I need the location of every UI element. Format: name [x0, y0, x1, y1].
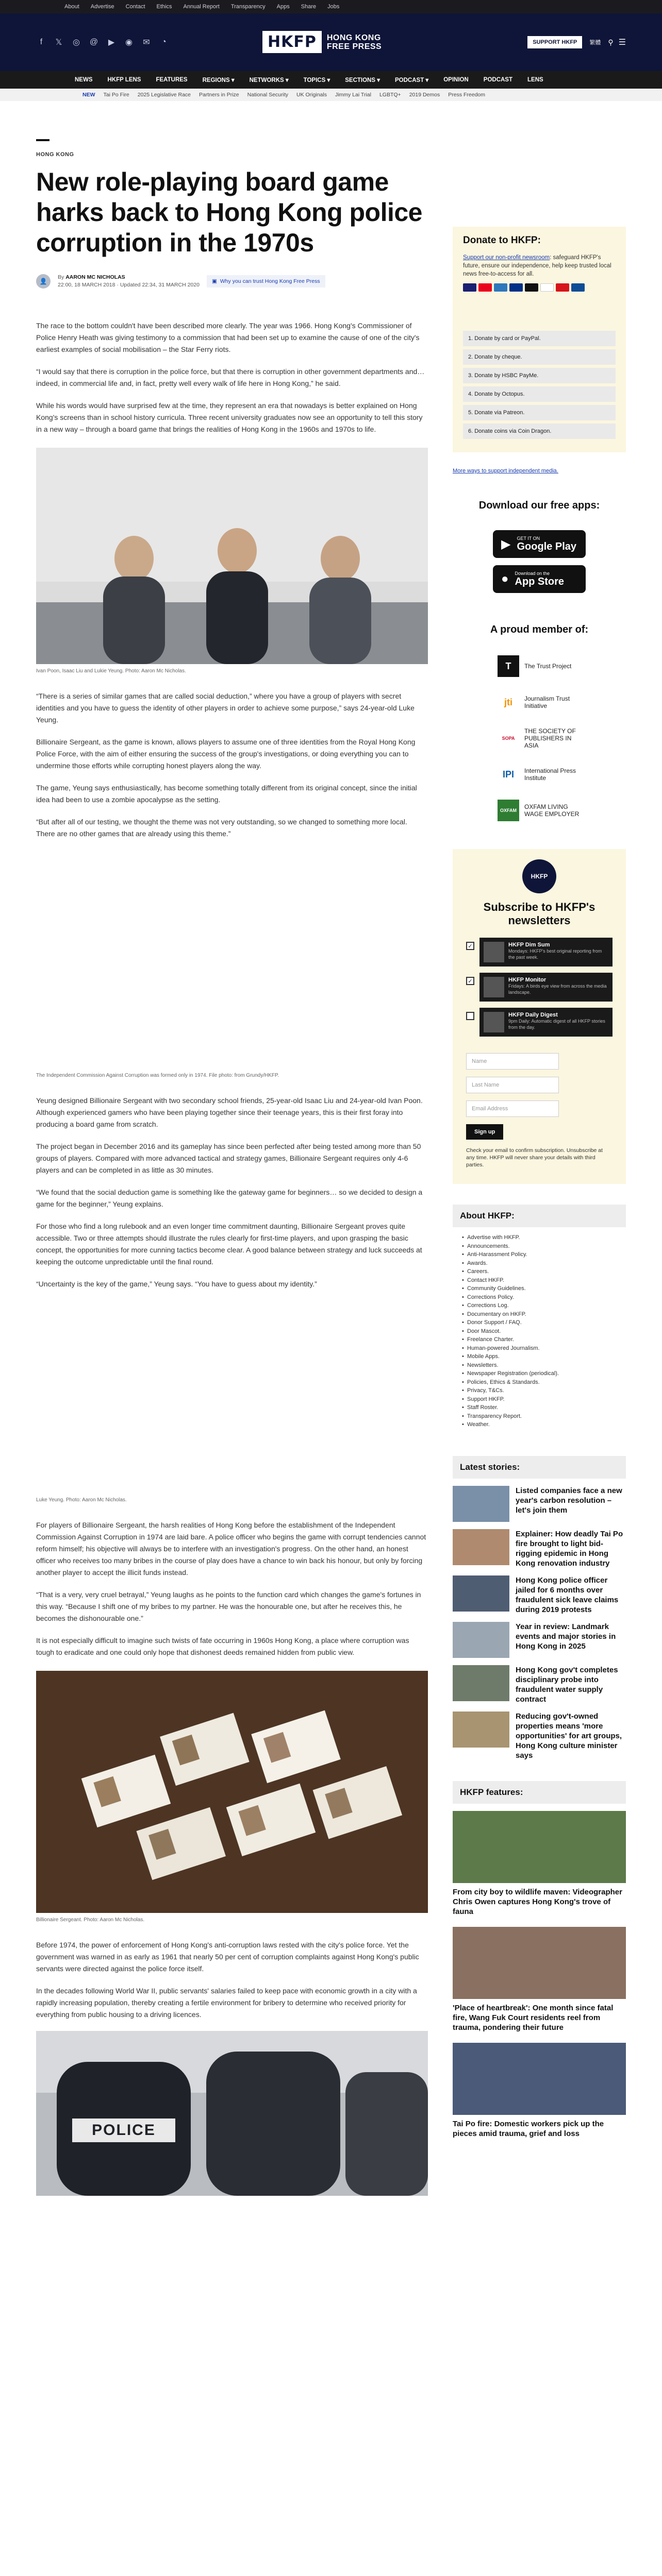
- body-paragraph: “Uncertainty is the key of the game,” Yeung says. “You have to guess about my identity.”: [36, 1280, 317, 1288]
- newsletter-thumb: [484, 1012, 504, 1032]
- member-name: OXFAM LIVING WAGE EMPLOYER: [524, 803, 580, 818]
- logo-name: [327, 33, 382, 51]
- about-link[interactable]: Privacy, T&Cs. •: [462, 1386, 617, 1395]
- section-label[interactable]: HONG KONG: [36, 151, 74, 158]
- youtube-icon[interactable]: ▶: [108, 38, 115, 47]
- features-gap: [453, 1804, 626, 1811]
- unionpay-icon: [556, 283, 569, 292]
- latest-story-title[interactable]: Year in review: Landmark events and major stories in Hong Kong in 2025: [516, 1622, 616, 1651]
- newsletter-checkbox[interactable]: ✓: [466, 977, 474, 985]
- nav-item[interactable]: NETWORKS ▾: [249, 77, 289, 83]
- x-icon[interactable]: 𝕏: [55, 38, 62, 47]
- about-link[interactable]: Newspaper Registration (periodical). •: [462, 1369, 617, 1378]
- rss-icon[interactable]: ◔: [161, 38, 167, 46]
- about-link[interactable]: Door Mascot. •: [462, 1327, 617, 1336]
- member-logo: jti: [498, 691, 519, 713]
- body-block-2: [36, 690, 428, 840]
- newsletter-title: HKFP Dim Sum: [508, 942, 550, 948]
- latest-spacer: [453, 1435, 626, 1456]
- form-gap: [466, 1043, 613, 1053]
- utility-links: [64, 0, 339, 13]
- donate-intro-link[interactable]: Support our non-profit newsroom: [463, 255, 550, 261]
- more-ways-link[interactable]: More ways to support independent media.: [453, 468, 558, 474]
- nav-item[interactable]: SECTIONS ▾: [345, 77, 380, 83]
- bullet-icon: •: [462, 1362, 464, 1368]
- newsletter-options: [466, 938, 613, 1037]
- about-link[interactable]: Human-powered Journalism. •: [462, 1344, 617, 1353]
- photo-caption-1: Ivan Poon, Isaac Liu and Lukie Yeung. Photo: Aaron Mc Nicholas.: [36, 668, 186, 674]
- newsletter-thumb: [484, 942, 504, 962]
- app-store-small: Download on the: [515, 570, 550, 576]
- main-nav: [0, 71, 662, 89]
- about-link[interactable]: Community Guidelines. •: [462, 1284, 617, 1293]
- body-paragraph: The project began in December 2016 and its gameplay has since been perfected after being tested among more than 50 groups of players. Compared with more advanced tactical and strategy games, Billionaire Sergeant requires only 4-6 players and can be completed in as little as 30 minutes.: [36, 1142, 421, 1174]
- body-paragraph: Billionaire Sergeant, as the game is known, allows players to assume one of three identities from the Royal Hong Kong Police Force, with the aim of either ensuring the success of the group's investigations, or doing everything you can to undermine those efforts while corrupting honest players along the way.: [36, 738, 416, 770]
- donate-option[interactable]: 3. Donate by HSBC PayMe.: [463, 368, 616, 383]
- signup-button[interactable]: Sign up: [466, 1124, 503, 1140]
- newsletter-card: [479, 973, 613, 1002]
- about-link[interactable]: Corrections Log. •: [462, 1301, 617, 1310]
- visa-icon: [463, 283, 476, 292]
- newsletter-panel: [453, 849, 626, 1184]
- utility-link-jobs[interactable]: Jobs: [327, 4, 340, 10]
- bullet-icon: •: [462, 1328, 464, 1334]
- latest-story-thumb: [453, 1665, 509, 1701]
- bullet-icon: •: [462, 1302, 464, 1309]
- amex-icon: [494, 283, 507, 292]
- app-store-big: App Store: [515, 575, 565, 587]
- latest-story-thumb: [453, 1622, 509, 1658]
- bullet-icon: •: [462, 1234, 464, 1241]
- nav-item[interactable]: REGIONS ▾: [202, 77, 235, 83]
- member-logo: SOPA: [498, 727, 519, 749]
- utility-link-advertise[interactable]: Advertise: [90, 4, 114, 10]
- paypal-icon: [509, 283, 523, 292]
- newsletter-card: [479, 938, 613, 967]
- body-paragraph: The game, Yeung says enthusiastically, has become something totally different from its original concept, since the initial idea had been to use a zombie apocalypse as the setting.: [36, 784, 417, 804]
- newsletter-title: HKFP Monitor: [508, 977, 547, 983]
- latest-story-thumb: [453, 1711, 509, 1748]
- trending-item[interactable]: Partners in Prize: [199, 92, 239, 98]
- member-name: International Press Institute: [524, 767, 576, 782]
- bullet-icon: •: [462, 1379, 464, 1385]
- bullet-icon: •: [462, 1353, 464, 1360]
- donate-intro: [463, 253, 616, 278]
- about-link[interactable]: Support HKFP. •: [462, 1395, 617, 1404]
- bullet-icon: •: [462, 1260, 464, 1266]
- apps-gap: [453, 512, 626, 530]
- bullet-icon: •: [462, 1251, 464, 1258]
- member-title: A proud member of:: [490, 624, 589, 635]
- about-link[interactable]: Policies, Ethics & Standards. •: [462, 1378, 617, 1387]
- about-link[interactable]: Announcements. •: [462, 1242, 617, 1251]
- sidebar: [453, 227, 626, 2149]
- publish-date: 22:00, 18 MARCH 2018: [58, 282, 115, 288]
- trending-item[interactable]: UK Originals: [296, 92, 327, 98]
- latest-story[interactable]: [453, 1665, 626, 1704]
- about-link[interactable]: Corrections Policy. •: [462, 1293, 617, 1302]
- donate-option[interactable]: 5. Donate via Patreon.: [463, 405, 616, 420]
- about-link[interactable]: Transparency Report. •: [462, 1412, 617, 1421]
- photo-caption-3: Luke Yeung. Photo: Aaron Mc Nicholas.: [36, 1497, 127, 1503]
- about-title: About HKFP:: [453, 1205, 626, 1227]
- utility-link-contact[interactable]: Contact: [125, 4, 145, 10]
- nav-item[interactable]: PODCAST ▾: [395, 77, 429, 83]
- latest-story[interactable]: [453, 1711, 626, 1760]
- photo-police-image: [36, 2031, 428, 2196]
- last-name-input[interactable]: Last Name: [466, 1077, 559, 1093]
- photo-icac: [36, 852, 428, 1069]
- latest-story-title[interactable]: Hong Kong gov't completes disciplinary probe into fraudulent water supply contract: [516, 1665, 618, 1704]
- google-play-icon: ▶: [501, 537, 511, 551]
- photo-board-game-image: [36, 1671, 428, 1913]
- threads-icon[interactable]: @: [89, 38, 98, 46]
- feature-story-image: [453, 1927, 626, 1999]
- section-rule: [36, 139, 49, 141]
- bullet-icon: •: [462, 1370, 464, 1377]
- feature-story-image: [453, 2043, 626, 2115]
- body-block-5: [36, 1939, 428, 2021]
- photo-board-game: [36, 1671, 428, 1913]
- features-title: HKFP features:: [453, 1781, 626, 1804]
- jcb-icon: [571, 283, 585, 292]
- search-icon[interactable]: ⚲: [608, 38, 614, 46]
- member-name: Journalism Trust Initiative: [524, 695, 570, 709]
- latest-stories: [453, 1486, 626, 1760]
- utility-link-apps[interactable]: Apps: [276, 4, 290, 10]
- photo-icac-image: [36, 852, 428, 1069]
- nav-item[interactable]: OPINION: [443, 77, 469, 83]
- newsletter-text: [508, 977, 608, 997]
- feature-story-title[interactable]: From city boy to wildlife maven: Videographer Chris Owen captures Hong Kong's trove of fauna: [453, 1887, 622, 1916]
- newsletter-thumb: [484, 977, 504, 997]
- subscribe-badge: HKFP: [522, 859, 556, 893]
- nav-item[interactable]: TOPICS ▾: [303, 77, 330, 83]
- member-row[interactable]: [453, 720, 626, 756]
- subscribe-title: Subscribe to HKFP's newsletters: [483, 901, 595, 927]
- about-link[interactable]: Contact HKFP. •: [462, 1276, 617, 1285]
- body-paragraph: While his words would have surprised few at the time, they represent an era that nowadays is better explained on Hong Kong's screens than in school history curricula. Three recent university graduates now see an opportunity to tell this story in a new way – through a board game that brings the realities of Hong Kong in the 1960s and 1970s to life.: [36, 401, 423, 433]
- newsletter-option: [466, 973, 613, 1002]
- trending-item[interactable]: Tai Po Fire: [103, 92, 129, 98]
- donate-panel: [453, 227, 626, 452]
- donate-option[interactable]: 2. Donate by cheque.: [463, 349, 616, 365]
- google-play-big: Google Play: [517, 540, 577, 552]
- member-logos: [453, 648, 626, 828]
- language-switch[interactable]: 繁體: [589, 40, 601, 46]
- apple-icon: ●: [501, 572, 509, 586]
- utility-link-ethics[interactable]: Ethics: [156, 4, 172, 10]
- google-play-text: [517, 536, 576, 553]
- latest-story-title[interactable]: Reducing gov't-owned properties means 'more opportunities' for art groups, Hong Kong culture minister says: [516, 1711, 622, 1760]
- main-nav-items: [75, 71, 543, 89]
- member-logo: OXFAM: [498, 800, 519, 821]
- support-hkfp-button[interactable]: SUPPORT HKFP: [527, 36, 582, 48]
- bullet-icon: •: [462, 1311, 464, 1317]
- bullet-icon: •: [462, 1319, 464, 1326]
- feature-story[interactable]: [453, 2043, 626, 2139]
- donate-option[interactable]: 6. Donate coins via Coin Dragon.: [463, 423, 616, 439]
- body-block-1: [36, 320, 428, 435]
- latest-story[interactable]: [453, 1486, 626, 1522]
- about-link[interactable]: Careers. •: [462, 1267, 617, 1276]
- photo-caption-2: The Independent Commission Against Corruption was formed only in 1974. File photo: from Grundy/HKFP.: [36, 1073, 279, 1078]
- header-actions: [527, 36, 626, 48]
- member-name: The Trust Project: [524, 663, 572, 670]
- nav-item[interactable]: HKFP LENS: [107, 77, 141, 83]
- body-paragraph: “That is a very, very cruel betrayal,” Yeung laughs as he points to the function card which changes the game's fortunes in this way. “Because I shift one of my bribes to my partner. He was the honourable one, but after he receives this, he becomes the dishonourable one.”: [36, 1590, 421, 1622]
- feature-story-image: [453, 1811, 626, 1883]
- top-utility-bar: [0, 0, 662, 13]
- feature-story-title[interactable]: Tai Po fire: Domestic workers pick up the pieces amid trauma, grief and loss: [453, 2119, 604, 2138]
- author-prefix: By: [58, 274, 64, 280]
- logo-line-1: HONG KONG: [326, 33, 381, 42]
- body-paragraph: The race to the bottom couldn't have been described more clearly. The year was 1966. Hong Kong's Commissioner of Police Henry Heath was giving testimony to a commission that had been set up to examine the cause of one of the city's earliest examples of social mobilisation – the Star Ferry riots.: [36, 321, 420, 353]
- bullet-icon: •: [462, 1336, 464, 1343]
- photo-caption-4: Billionaire Sergeant. Photo: Aaron Mc Nicholas.: [36, 1917, 145, 1923]
- social-icons: [36, 37, 169, 47]
- author-avatar: 👤: [36, 274, 51, 289]
- about-link[interactable]: Freelance Charter. •: [462, 1335, 617, 1344]
- bullet-icon: •: [462, 1345, 464, 1351]
- about-link[interactable]: Awards. •: [462, 1259, 617, 1268]
- newsletter-text: [508, 942, 608, 962]
- member-name: THE SOCIETY OF PUBLISHERS IN ASIA: [524, 727, 576, 749]
- latest-gap: [453, 1479, 626, 1486]
- body-paragraph: For those who find a long rulebook and an even longer time commitment daunting, Billionaire Sergeant proves quite accessible. Two or three attempts should illustrate the rules clearly for first-time players, and upon grasping the basic concept, the opportunities for more cunning tactics become clear. A good balance between strategy and luck succeeds at keeping the outcome unpredictable until the final round.: [36, 1222, 422, 1266]
- body-paragraph: Yeung designed Billionaire Sergeant with two secondary school friends, 25-year-old Isaac Liu and 24-year-old Ivan Poon. Although experienced gamers who have been playing together since their teenage years, this is their first foray into producing a board game from scratch.: [36, 1096, 423, 1128]
- site-header: [0, 13, 662, 71]
- member-row[interactable]: [453, 648, 626, 684]
- about-link[interactable]: Documentary on HKFP. •: [462, 1310, 617, 1319]
- about-link[interactable]: Anti-Harassment Policy. •: [462, 1250, 617, 1259]
- facebook-icon[interactable]: f: [40, 38, 43, 46]
- email-input[interactable]: Email Address: [466, 1100, 559, 1117]
- member-spacer: [453, 593, 626, 624]
- bullet-icon: •: [462, 1421, 464, 1428]
- utility-link-about[interactable]: About: [64, 4, 79, 10]
- article: [36, 139, 428, 2196]
- latest-story-thumb: [453, 1486, 509, 1522]
- newsletter-desc: Mondays: HKFP's best original reporting from the past week.: [508, 948, 602, 960]
- trending-item[interactable]: Jimmy Lai Trial: [335, 92, 371, 98]
- googlepay-icon: [540, 283, 554, 292]
- bullet-icon: •: [462, 1285, 464, 1292]
- about-link[interactable]: Mobile Apps. •: [462, 1352, 617, 1361]
- donate-title: Donate to HKFP:: [463, 235, 541, 246]
- nav-item[interactable]: LENS: [527, 77, 543, 83]
- donate-options: [463, 331, 616, 439]
- logo-line-2: FREE PRESS: [326, 42, 382, 51]
- latest-story[interactable]: [453, 1529, 626, 1568]
- about-link[interactable]: Newsletters. •: [462, 1361, 617, 1370]
- trending-item[interactable]: National Security: [247, 92, 289, 98]
- body-paragraph: It is not especially difficult to imagine such twists of fate occurring in 1960s Hong Kong, a place where corruption was tough to eradicate and one could only hope that dishonest deeds remained hidden from public view.: [36, 1636, 409, 1656]
- bullet-icon: •: [462, 1268, 464, 1275]
- trending-item[interactable]: 2019 Demos: [409, 92, 440, 98]
- bullet-icon: •: [462, 1243, 464, 1249]
- feature-story-title[interactable]: 'Place of heartbreak': One month since fatal fire, Wang Fuk Court residents reel from trauma, pondering their future: [453, 2003, 614, 2032]
- nav-item[interactable]: FEATURES: [156, 77, 188, 83]
- instagram-icon[interactable]: ◎: [73, 38, 80, 47]
- member-logo: IPI: [498, 764, 519, 785]
- utility-link-transparency[interactable]: Transparency: [230, 4, 266, 10]
- newsletter-desc: 9pm Daily: Automatic digest of all HKFP stories from the day.: [508, 1019, 605, 1030]
- photo-luke-image: [36, 1302, 428, 1493]
- donate-intro-text: : safeguard HKFP's future, ensure our independence, help keep trusted local news free-to-access for all.: [463, 255, 611, 277]
- byline: [36, 274, 428, 289]
- body-block-4: [36, 1519, 428, 1658]
- newsletter-option: [466, 938, 613, 967]
- about-link[interactable]: Advertise with HKFP. •: [462, 1233, 617, 1242]
- trending-item[interactable]: 2025 Legislative Race: [137, 92, 191, 98]
- app-store-button[interactable]: [493, 565, 586, 593]
- apps-title: Download our free apps:: [478, 500, 600, 511]
- latest-title: Latest stories:: [453, 1456, 626, 1479]
- name-input[interactable]: Name: [466, 1053, 559, 1070]
- body-paragraph: “There is a series of similar games that are called social deduction,” where you have a group of players with secret identities and you have to guess the identity of other players in order to achieve some purpose,” says 24-year-old Luke Yeung.: [36, 692, 415, 724]
- trending-items: [82, 89, 485, 101]
- police-vest-text: POLICE: [92, 2122, 156, 2139]
- about-link[interactable]: Weather. •: [462, 1420, 617, 1429]
- menu-icon[interactable]: ☰: [618, 38, 626, 47]
- bullet-icon: •: [462, 1413, 464, 1419]
- utility-link-annual-report[interactable]: Annual Report: [183, 4, 220, 10]
- store-gap: [453, 558, 626, 565]
- new-label: NEW: [82, 92, 95, 98]
- newsletter-card: [479, 1008, 613, 1037]
- donate-option[interactable]: 1. Donate by card or PayPal.: [463, 331, 616, 346]
- subscribe-note: Check your email to confirm subscription. Unsubscribe at any time. HKFP will never share your details with third parties.: [466, 1147, 603, 1168]
- newsletter-checkbox[interactable]: ✓: [466, 942, 474, 950]
- nav-item[interactable]: PODCAST: [483, 77, 513, 83]
- trust-label: Why you can trust Hong Kong Free Press: [220, 278, 320, 284]
- donate-spacer: [463, 300, 616, 331]
- newsletter-checkbox[interactable]: [466, 1012, 474, 1020]
- body-paragraph: For players of Billionaire Sergeant, the harsh realities of Hong Kong before the establishment of the Independent Commission Against Corruption in 1974 are laid bare. A police officer who begins the game with corrupt tendencies cannot reform himself; his objective will always be to interfere with an investigation's progress. On the other hand, an honest officer who receives too many bribes in the course of play does have a chance to win back his honour, but only by forcing another player to accept the illicit funds instead.: [36, 1521, 426, 1577]
- body-paragraph: Before 1974, the power of enforcement of Hong Kong's anti-corruption laws rested with the city's police force. Yet the government was warned in as early as 1961 that nearly 50 per cent of corruption complaints against Hong Kong's public servants were directed against the police force itself.: [36, 1941, 419, 1973]
- body-paragraph: In the decades following World War II, public servants' salaries failed to keep pace with economic growth in a city with a rapidly increasing population, thereby creating a fertile environment for bribery to determine who received priority for everything from public housing to a driving licences.: [36, 1987, 417, 2019]
- about-panel: [453, 1205, 626, 1435]
- latest-story-title[interactable]: Hong Kong police officer jailed for 6 months over fraudulent sick leave claims during 2019 protests: [516, 1575, 619, 1614]
- bullet-icon: •: [462, 1294, 464, 1300]
- newsletter-option: [466, 1008, 613, 1037]
- latest-story[interactable]: [453, 1622, 626, 1658]
- utility-link-share[interactable]: Share: [301, 4, 317, 10]
- site-logo[interactable]: [262, 31, 382, 53]
- latest-story-title[interactable]: Explainer: How deadly Tai Po fire brought to light bid-rigging epidemic in Hong Kong renovation industry: [516, 1529, 623, 1568]
- body-paragraph: “But after all of our testing, we thought the theme was not very outstanding, so we changed to something more local. There are no other games that are already using this theme.”: [36, 818, 407, 838]
- mastodon-icon[interactable]: ◉: [125, 38, 133, 47]
- trust-icon: ▣: [211, 278, 217, 284]
- member-row[interactable]: [453, 792, 626, 828]
- bullet-icon: •: [462, 1387, 464, 1394]
- about-link[interactable]: Staff Roster. •: [462, 1403, 617, 1412]
- updated-date: Updated 22:34, 31 MARCH 2020: [120, 282, 200, 288]
- mastercard-icon: [478, 283, 492, 292]
- donate-option[interactable]: 4. Donate by Octopus.: [463, 386, 616, 402]
- feature-stories: [453, 1811, 626, 2139]
- app-store-text: [515, 571, 565, 588]
- apps-spacer: [453, 474, 626, 500]
- body-paragraph: “I would say that there is corruption in the police force, but that there is corruption in other government departments and… indeed, in commercial life and, in fact, pretty well every walk of life here in Hong Kong,” he said.: [36, 367, 425, 387]
- byline-text: By AARON MC NICHOLAS 22:00, 18 MARCH 2018 · Updated 22:34, 31 MARCH 2020: [58, 274, 200, 288]
- about-link[interactable]: Donor Support / FAQ. •: [462, 1318, 617, 1327]
- photo-founders: [36, 448, 428, 664]
- newsletter-title: HKFP Daily Digest: [508, 1012, 558, 1018]
- about-links: [453, 1227, 626, 1435]
- newsletter-desc: Fridays: A birds eye view from across the media landscape.: [508, 984, 607, 995]
- newsletter-text: [508, 1012, 608, 1032]
- body-paragraph: “We found that the social deduction game is something like the gateway game for beginners… so we decided to design a game for the beginner,” Yeung explains.: [36, 1188, 423, 1208]
- applepay-icon: [525, 283, 538, 292]
- about-spacer: [453, 1184, 626, 1205]
- feature-story[interactable]: [453, 1811, 626, 1917]
- google-play-small: GET IT ON: [517, 535, 540, 541]
- latest-story-title[interactable]: Listed companies face a new year's carbon resolution – let's join them: [516, 1486, 622, 1515]
- bullet-icon: •: [462, 1404, 464, 1411]
- feature-story[interactable]: [453, 1927, 626, 2032]
- trending-item[interactable]: Press Freedom: [448, 92, 486, 98]
- logo-mark: HKFP: [262, 31, 322, 53]
- google-play-button[interactable]: [493, 530, 586, 558]
- trending-item[interactable]: LGBTQ+: [379, 92, 401, 98]
- latest-story-thumb: [453, 1575, 509, 1612]
- headline: New role-playing board game harks back to Hong Kong police corruption in the 1970s: [36, 167, 422, 257]
- trending-bar: [0, 89, 662, 101]
- photo-founders-image: [36, 448, 428, 664]
- member-row[interactable]: [453, 684, 626, 720]
- email-icon[interactable]: ✉: [143, 38, 150, 47]
- features-spacer: [453, 1768, 626, 1781]
- bullet-icon: •: [462, 1396, 464, 1402]
- member-row[interactable]: [453, 756, 626, 792]
- latest-story-thumb: [453, 1529, 509, 1565]
- photo-luke: [36, 1302, 428, 1493]
- member-logo: T: [498, 655, 519, 677]
- trust-link[interactable]: [207, 275, 325, 287]
- latest-story[interactable]: [453, 1575, 626, 1615]
- payment-methods: [463, 283, 616, 292]
- subscribe-spacer: [453, 828, 626, 849]
- nav-item[interactable]: NEWS: [75, 77, 93, 83]
- photo-police: [36, 2031, 428, 2196]
- body-block-3: [36, 1095, 428, 1290]
- member-gap: [453, 636, 626, 648]
- author-name[interactable]: AARON MC NICHOLAS: [65, 274, 125, 280]
- bullet-icon: •: [462, 1277, 464, 1283]
